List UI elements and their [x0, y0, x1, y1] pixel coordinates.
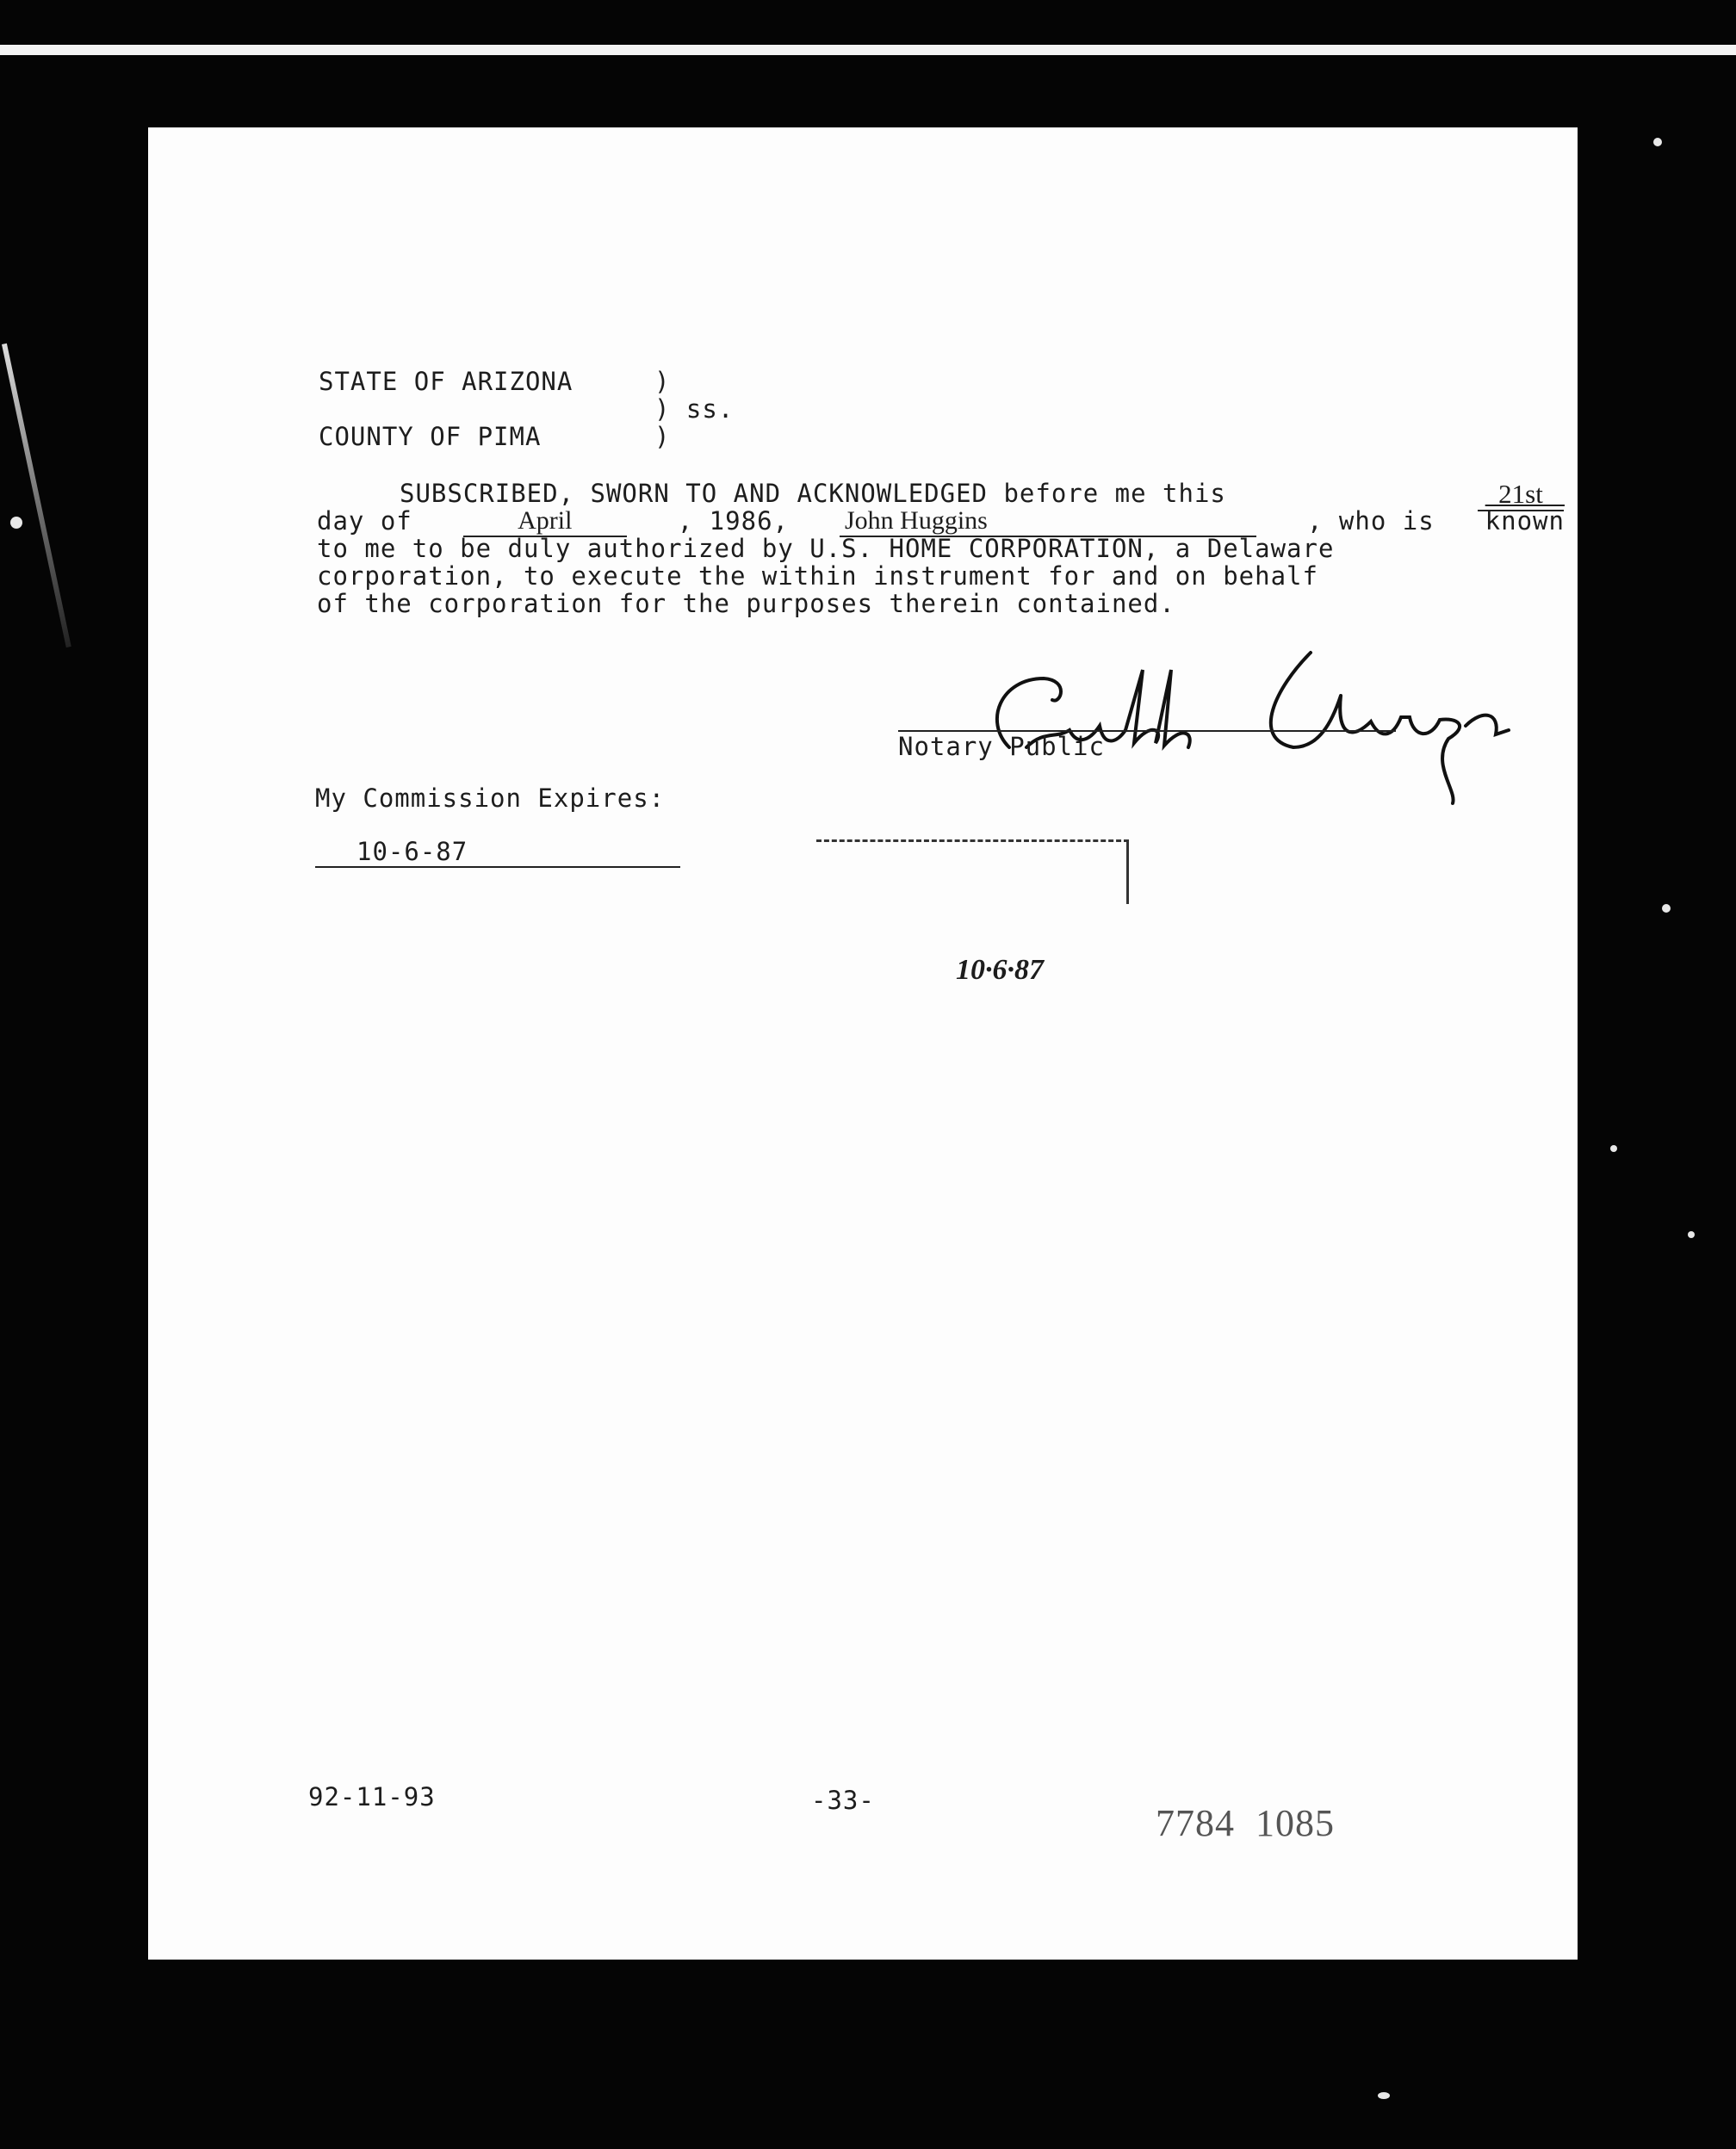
bracket-top: ) [654, 367, 671, 396]
doc-code: 92-11-93 [308, 1782, 436, 1811]
scan-speck [1653, 138, 1662, 146]
commission-date: 10-6-87 [315, 837, 680, 868]
month-field: April [463, 506, 627, 537]
scan-speck [10, 517, 22, 529]
ack-line-3: to me to be duly authorized by U.S. HOME CORPORATION, a Delaware [317, 534, 1335, 563]
venue-ss: ) ss. [654, 394, 735, 424]
notary-signature [949, 618, 1569, 808]
known-text: known [1485, 506, 1565, 536]
ack-line-5: of the corporation for the purposes therein contained. [317, 589, 1175, 618]
scan-speck [1378, 2092, 1390, 2099]
name-field: John Huggins [840, 506, 1256, 537]
scan-speck [1662, 904, 1671, 913]
bracket-bottom: ) [654, 422, 671, 451]
ack-intro: SUBSCRIBED, SWORN TO AND ACKNOWLEDGED before me this [400, 479, 1226, 508]
day-of-label: day of [317, 506, 412, 536]
year-text: , 1986, [677, 506, 789, 536]
ack-line-4: corporation, to execute the within instrument for and on behalf [317, 561, 1318, 591]
commission-label: My Commission Expires: [315, 783, 666, 813]
who-is-text: , who is [1306, 506, 1435, 536]
scan-speck [1610, 1145, 1617, 1152]
book-page-stamp: 7784 1085 [1156, 1802, 1335, 1844]
page-number: -33- [811, 1786, 875, 1815]
handwritten-date: 10·6·87 [956, 954, 1044, 986]
state-line: STATE OF ARIZONA [319, 367, 574, 396]
scan-speck [1688, 1231, 1695, 1238]
notary-public-label: Notary Public [898, 732, 1105, 761]
scan-top-border [0, 45, 1736, 55]
day-field: 21st [1478, 479, 1564, 511]
notary-seal-box [816, 839, 1129, 904]
ack-line-2 [317, 506, 1565, 537]
document-page [148, 127, 1578, 1960]
scan-edge-streak [2, 344, 71, 647]
county-line: COUNTY OF PIMA [319, 422, 542, 451]
